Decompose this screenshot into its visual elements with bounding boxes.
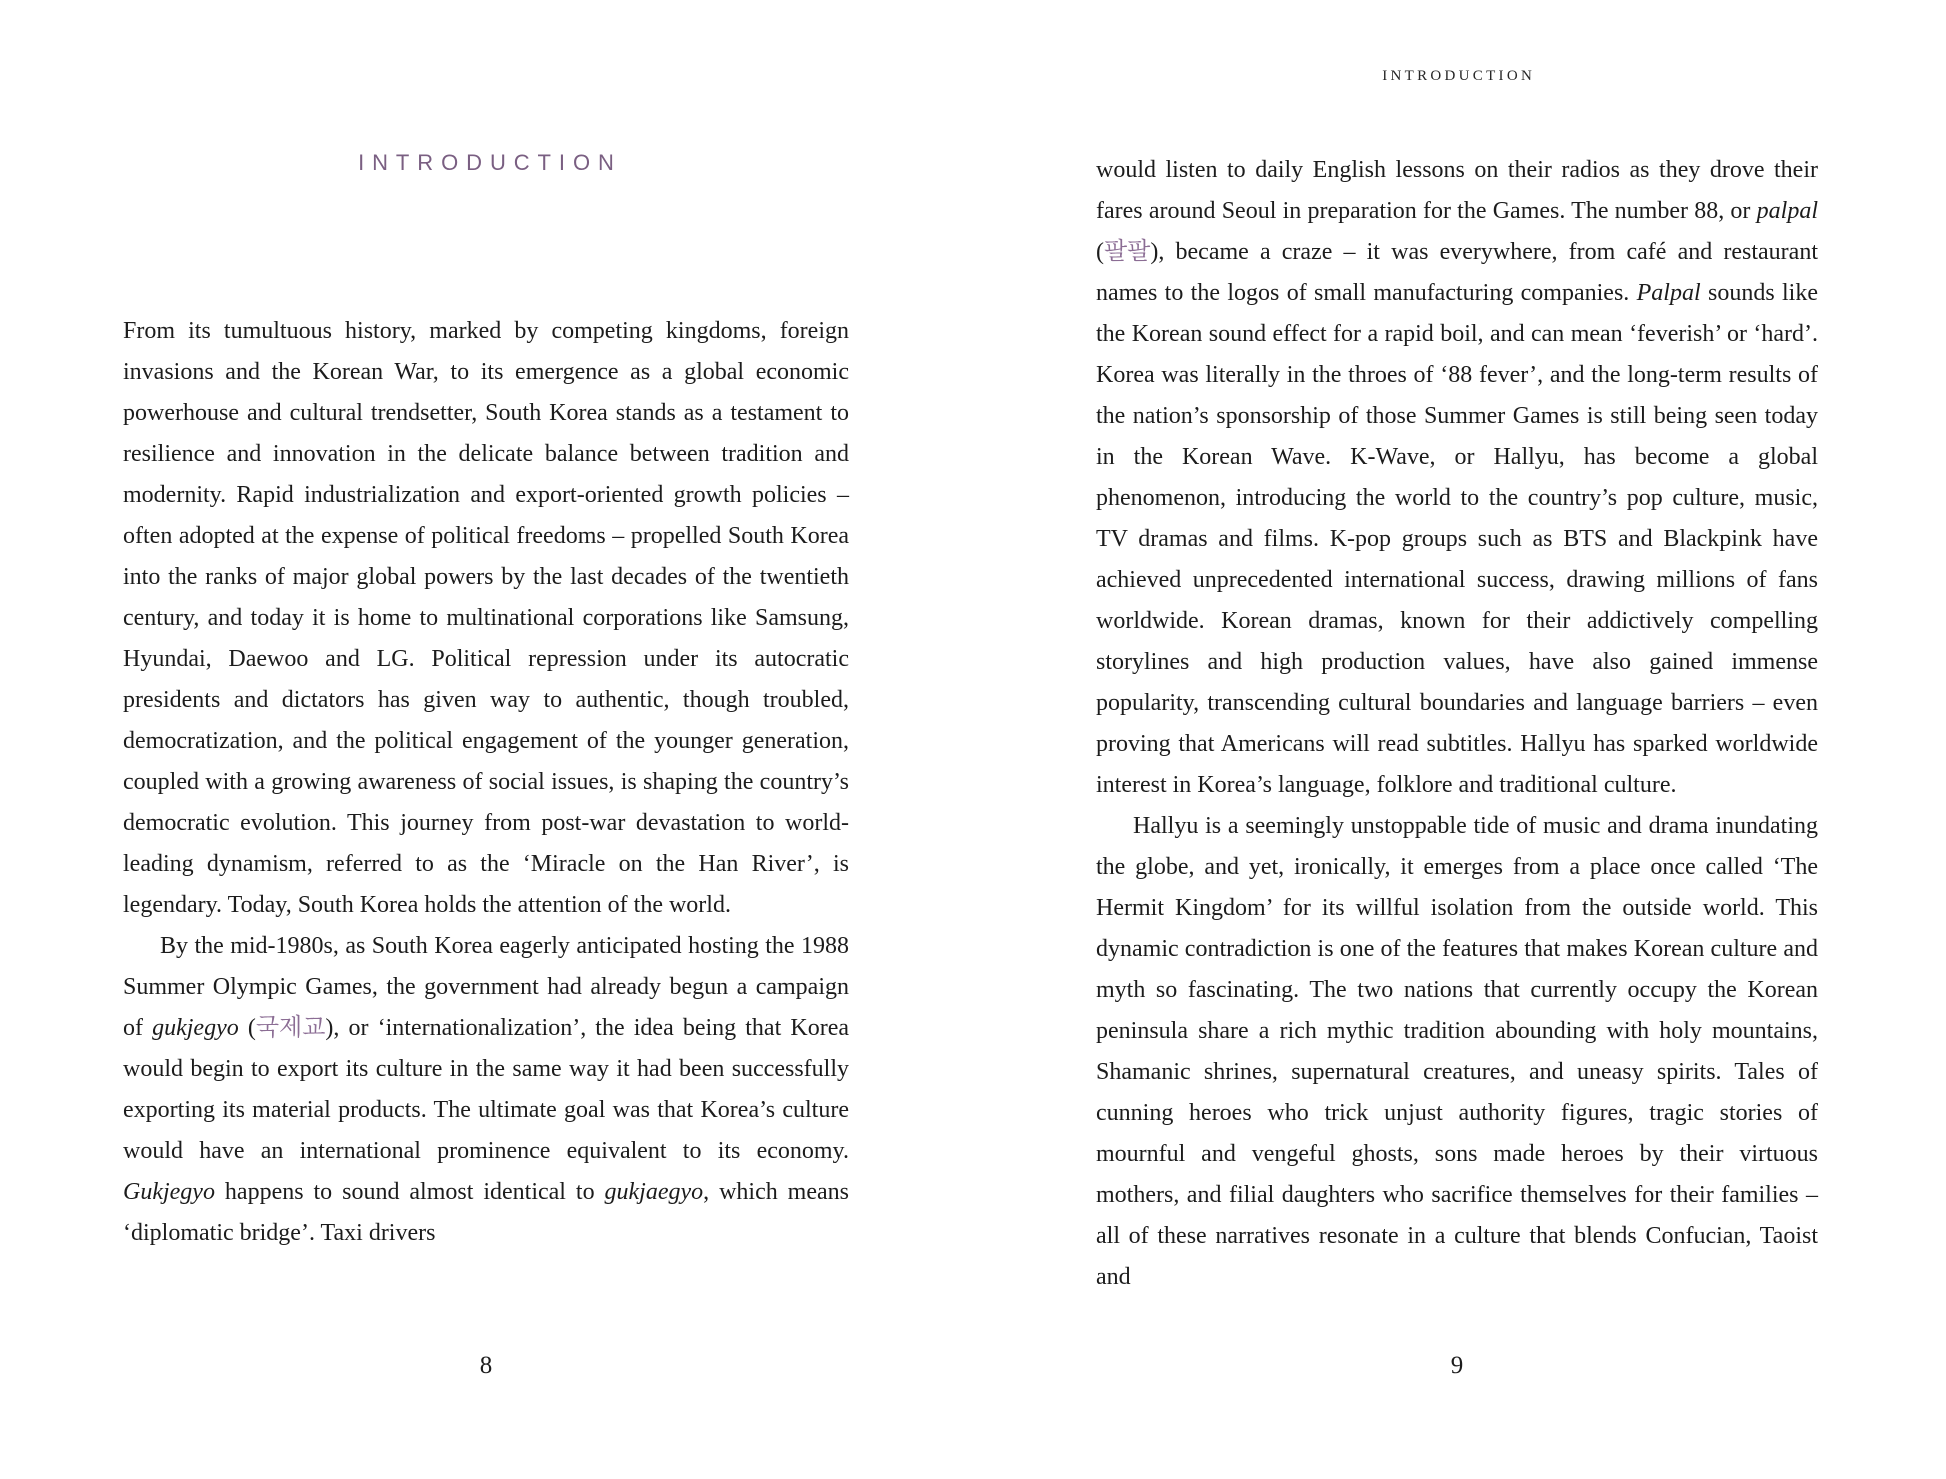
paragraph: would listen to daily English lessons on their radios as they drove their fares around Seoul in preparation for the Games. The number 88, or palpal (팔팔), became a craze – it was everywhere, from café and restaurant names to the logos of small manufacturing companies. Palpal sounds like the Korean sound effect for a rapid boil, and can mean ‘feverish’ or ‘hard’. Korea was literally in the throes of ‘88 fever’, and the long-term results of the nation’s sponsorship of those Summer Games is still being seen today in the Korean Wave. K-Wave, or Hallyu, has become a global phenomenon, introducing the world to the country’s pop culture, music, TV dramas and films. K-pop groups such as BTS and Blackpink have achieved unprecedented international success, drawing millions of fans worldwide. Korean dramas, known for their addictively compelling storylines and high production values, have also gained immense popularity, transcending cultural boundaries and language barriers – even proving that Americans will read subtitles. Hallyu has sparked worldwide interest in Korea’s language, folklore and traditional culture. <box>1096 157 1818 798</box>
korean-text: 팔팔 <box>1104 239 1151 265</box>
running-header: INTRODUCTION <box>1382 68 1536 84</box>
page-number-right: 9 <box>1450 1352 1464 1379</box>
paragraph: By the mid-1980s, as South Korea eagerly anticipated hosting the 1988 Summer Olympic Games, the government had already begun a campaign of gukjegyo (국제교), or ‘internationalization’, the idea being that Korea would begin to export its culture in the same way it had been successfully exporting its material products. The ultimate goal was that Korea’s culture would have an international prominence equivalent to its economy. Gukjegyo happens to sound almost identical to gukjaegyo, which means ‘diplomatic bridge’. Taxi drivers <box>123 933 849 1246</box>
page-left-body <box>123 311 849 1254</box>
page-number-left: 8 <box>479 1352 493 1379</box>
page-right-body <box>1096 150 1818 1298</box>
page-right <box>1096 0 1818 1479</box>
korean-text: 국제교 <box>255 1015 326 1041</box>
page-left <box>123 0 849 1479</box>
paragraph: From its tumultuous history, marked by competing kingdoms, foreign invasions and the Korean War, to its emergence as a global economic powerhouse and cultural trendsetter, South Korea stands as a testament to resilience and innovation in the delicate balance between tradition and modernity. Rapid industrialization and export-oriented growth policies – often adopted at the expense of political freedoms – propelled South Korea into the ranks of major global powers by the last decades of the twentieth century, and today it is home to multinational corporations like Samsung, Hyundai, Daewoo and LG. Political repression under its autocratic presidents and dictators has given way to authentic, though troubled, democratization, and the political engagement of the younger generation, coupled with a growing awareness of social issues, is shaping the country’s democratic evolution. This journey from post-war devastation to world-leading dynamism, referred to as the ‘Miracle on the Han River’, is legendary. Today, South Korea holds the attention of the world. <box>123 318 849 918</box>
chapter-heading: INTRODUCTION <box>358 150 622 175</box>
paragraph: Hallyu is a seemingly unstoppable tide of music and drama inundating the globe, and yet, ironically, it emerges from a place once called ‘The Hermit Kingdom’ for its willful isolation from the outside world. This dynamic contradiction is one of the features that makes Korean culture and myth so fascinating. The two nations that currently occupy the Korean peninsula share a rich mythic tradition abounding with holy mountains, Shamanic shrines, supernatural creatures, and uneasy spirits. Tales of cunning heroes who trick unjust authority figures, tragic stories of mournful and vengeful ghosts, sons made heroes by their virtuous mothers, and filial daughters who sacrifice themselves for their families – all of these narratives resonate in a culture that blends Confucian, Taoist and <box>1096 813 1818 1290</box>
